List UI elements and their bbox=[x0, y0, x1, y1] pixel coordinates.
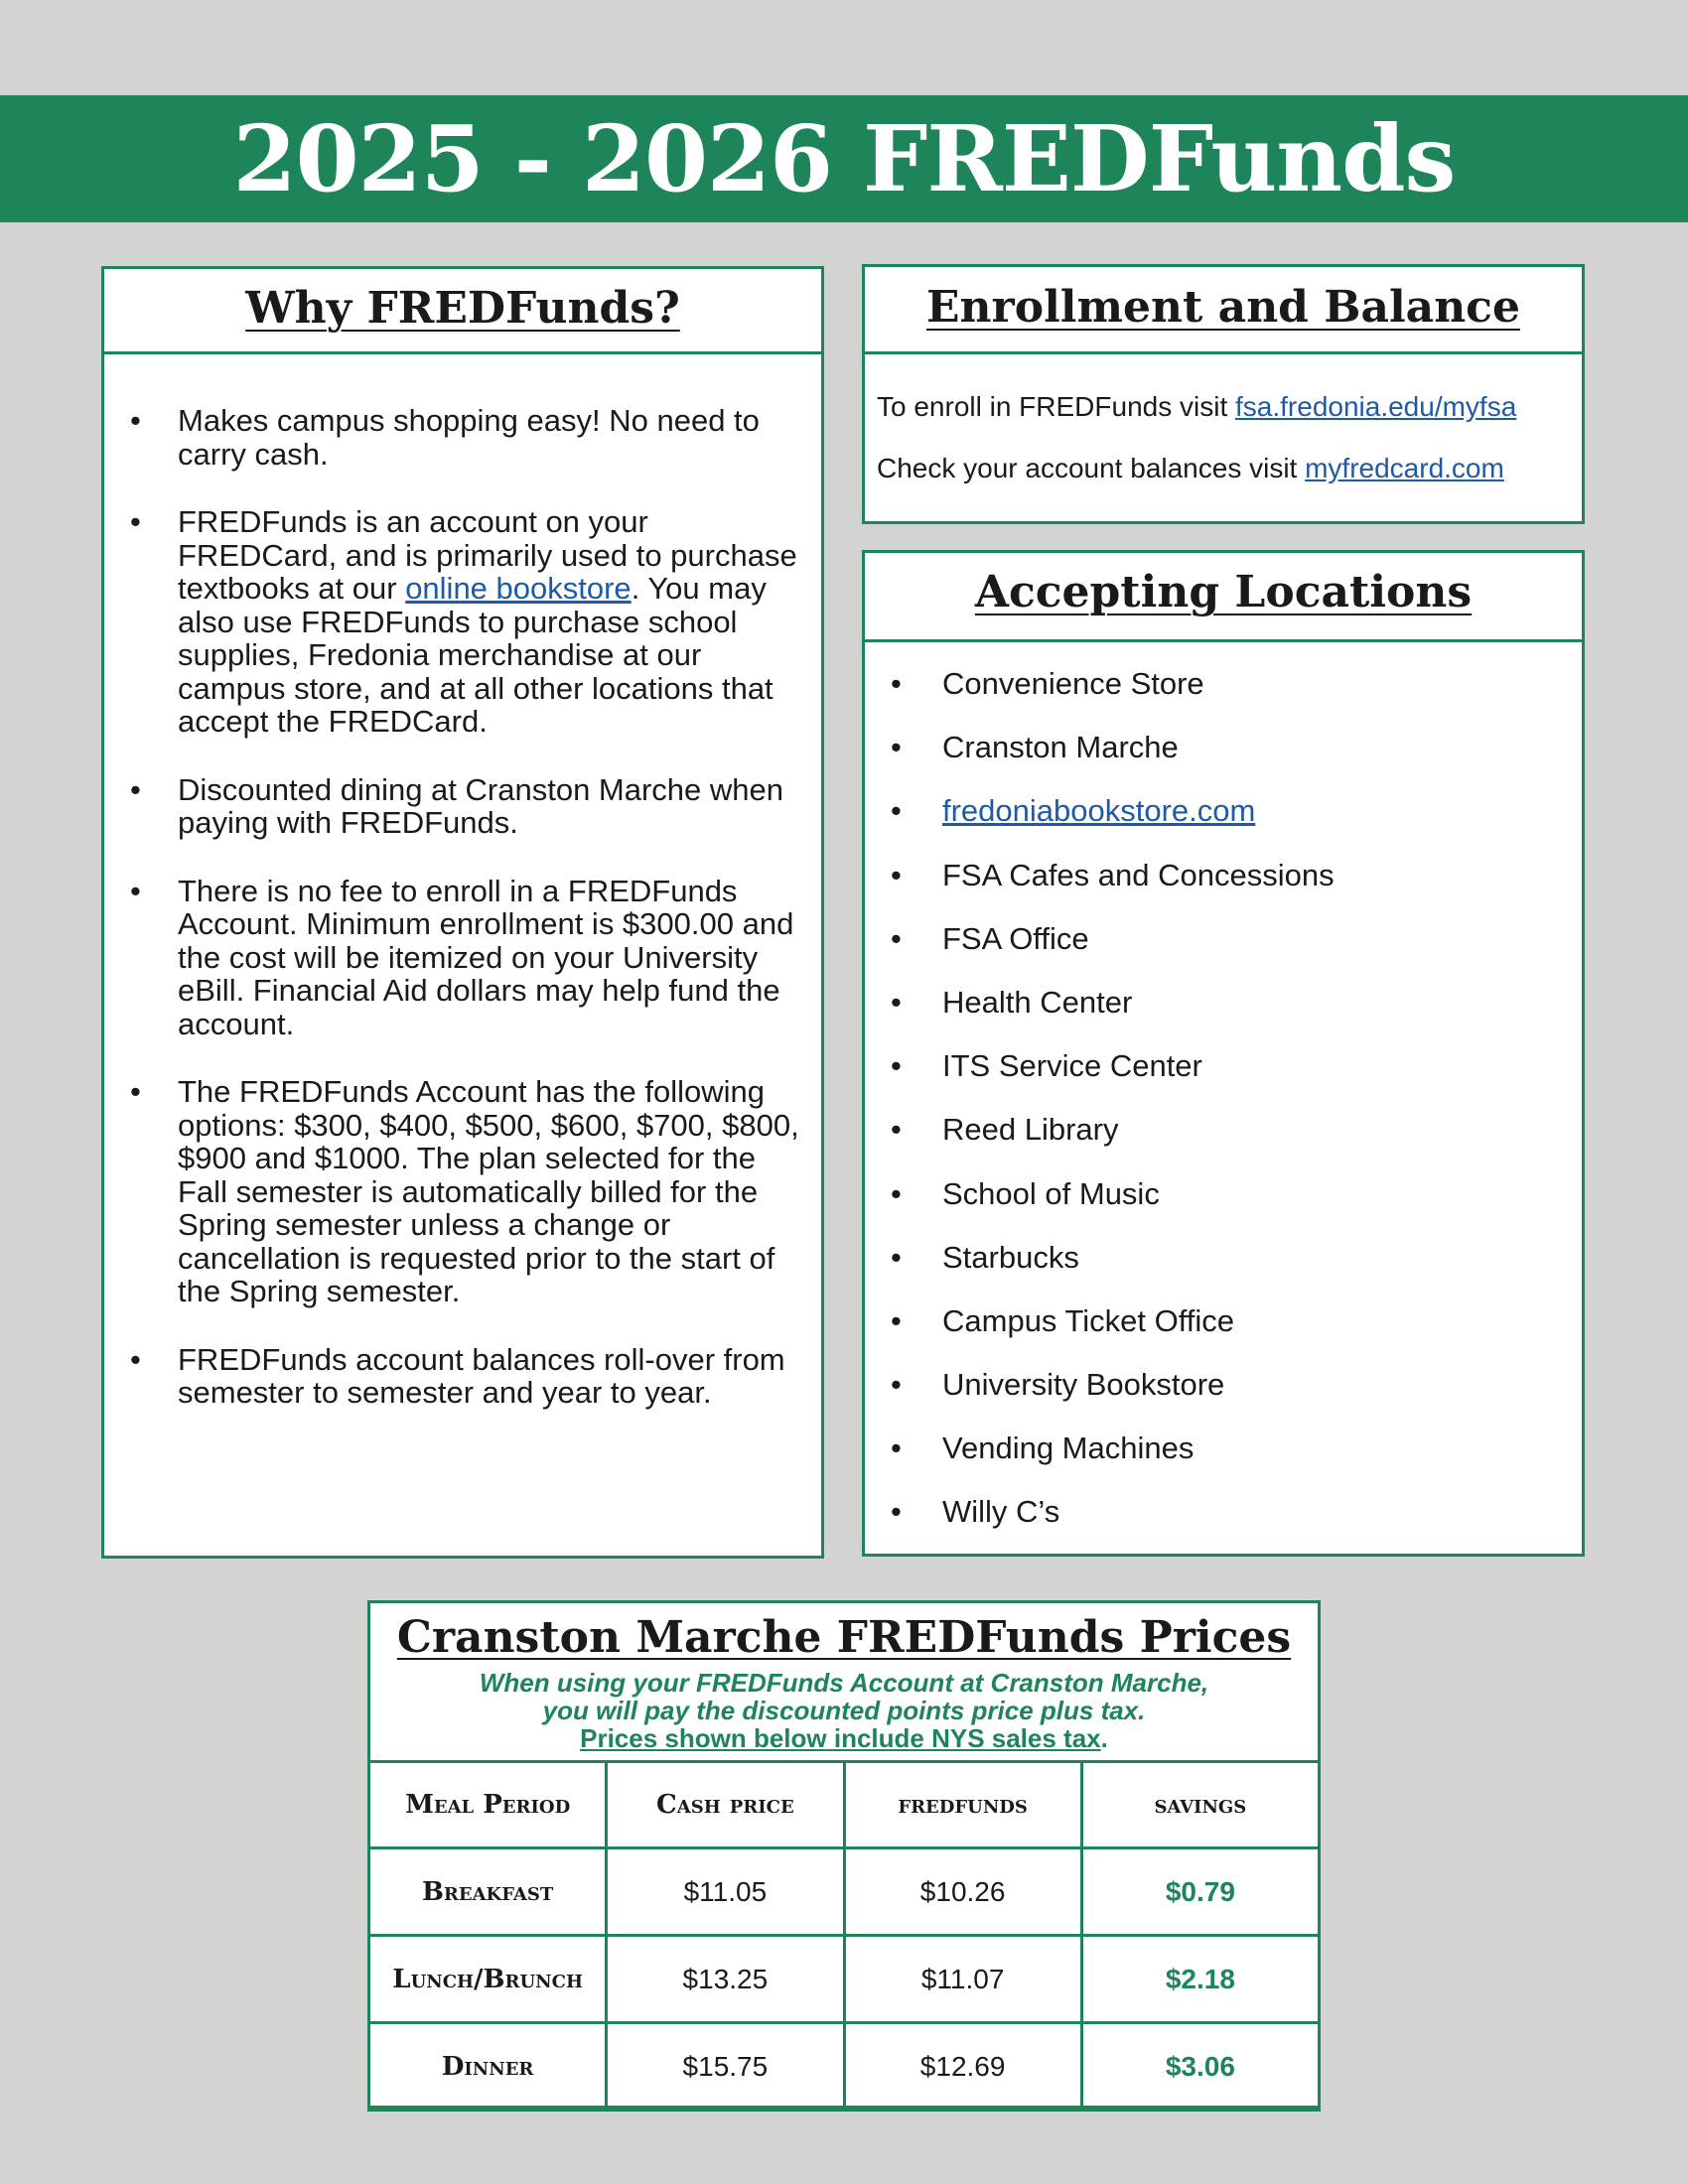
location-item: • Campus Ticket Office bbox=[891, 1299, 1582, 1363]
location-item bbox=[891, 789, 1582, 853]
location-item: • ITS Service Center bbox=[891, 1044, 1582, 1108]
meal-period: Dinner bbox=[369, 2023, 607, 2111]
location-item: • University Bookstore bbox=[891, 1363, 1582, 1427]
prices-panel bbox=[367, 1600, 1321, 2109]
location-item: • Cranston Marche bbox=[891, 726, 1582, 789]
savings: $2.18 bbox=[1081, 1936, 1319, 2023]
cash-price: $11.05 bbox=[607, 1848, 844, 1936]
location-item: • Health Center bbox=[891, 981, 1582, 1044]
prices-table bbox=[367, 1760, 1321, 2112]
cash-price: $15.75 bbox=[607, 2023, 844, 2111]
tax-note-end: . bbox=[1100, 1723, 1108, 1753]
why-item: • Discounted dining at Cranston Marche when paying with FREDFunds. bbox=[130, 773, 801, 840]
balance-text: Check your account balances visit bbox=[877, 453, 1306, 483]
enroll-row bbox=[865, 390, 1582, 424]
why-list bbox=[104, 354, 821, 1410]
tax-note: Prices shown below include NYS sales tax bbox=[580, 1723, 1101, 1753]
cash-price: $13.25 bbox=[607, 1936, 844, 2023]
prices-subtitle-3 bbox=[370, 1724, 1318, 1752]
location-item: • Starbucks bbox=[891, 1236, 1582, 1299]
location-item: • FSA Cafes and Concessions bbox=[891, 854, 1582, 917]
column-header: Cash price bbox=[607, 1762, 844, 1848]
table-row bbox=[369, 1936, 1320, 2023]
fredfunds-price: $10.26 bbox=[844, 1848, 1081, 1936]
location-item: • Vending Machines bbox=[891, 1427, 1582, 1490]
table-row bbox=[369, 1848, 1320, 1936]
table-header-row bbox=[369, 1762, 1320, 1848]
enrollment-heading: Enrollment and Balance bbox=[865, 267, 1582, 354]
why-heading: Why FREDFunds? bbox=[104, 269, 821, 354]
why-item: • Makes campus shopping easy! No need to carry cash. bbox=[130, 404, 801, 471]
why-item-text: FREDFunds is an account on your FREDCard, and is primarily used to purchase textbooks at our bbox=[178, 504, 797, 606]
prices-subtitle-1: When using your FREDFunds Account at Cranston Marche, bbox=[479, 1668, 1209, 1698]
column-header: fredfunds bbox=[844, 1762, 1081, 1848]
location-item: • Reed Library bbox=[891, 1108, 1582, 1171]
fredfunds-price: $12.69 bbox=[844, 2023, 1081, 2111]
enroll-text: To enroll in FREDFunds visit bbox=[877, 391, 1236, 422]
locations-heading: Accepting Locations bbox=[865, 553, 1582, 642]
bookstore-site-link[interactable]: fredoniabookstore.com bbox=[942, 793, 1256, 829]
column-header: Meal Period bbox=[369, 1762, 607, 1848]
myfsa-link[interactable]: fsa.fredonia.edu/myfsa bbox=[1235, 391, 1517, 422]
location-item: • Willy C’s bbox=[891, 1490, 1582, 1554]
location-item: • School of Music bbox=[891, 1172, 1582, 1236]
why-item: • The FREDFunds Account has the following options: $300, $400, $500, $600, $700, $800, $900 and $1000. The plan selected for the Fall semester is automatically billed for the Spring semester unless a change or cancellation is requested prior to the start of the Spring semester. bbox=[130, 1075, 801, 1308]
myfredcard-link[interactable]: myfredcard.com bbox=[1305, 453, 1504, 483]
savings: $3.06 bbox=[1081, 2023, 1319, 2111]
why-item: • FREDFunds account balances roll-over from semester to semester and year to year. bbox=[130, 1343, 801, 1410]
why-item bbox=[130, 505, 801, 739]
meal-period: Breakfast bbox=[369, 1848, 607, 1936]
page-title: 2025 - 2026 FREDFunds bbox=[0, 95, 1688, 222]
locations-panel bbox=[862, 550, 1585, 1557]
location-item: • FSA Office bbox=[891, 917, 1582, 981]
why-item-text: . You may also use FREDFunds to purchase school supplies, Fredonia merchandise at our campus store, and at all other locations that accept the FREDCard. bbox=[178, 571, 774, 739]
enrollment-panel bbox=[862, 264, 1585, 524]
column-header: savings bbox=[1081, 1762, 1319, 1848]
prices-heading: Cranston Marche FREDFunds Prices bbox=[396, 1612, 1292, 1663]
balance-row bbox=[865, 452, 1582, 485]
savings: $0.79 bbox=[1081, 1848, 1319, 1936]
location-item: • Convenience Store bbox=[891, 662, 1582, 726]
fredfunds-price: $11.07 bbox=[844, 1936, 1081, 2023]
why-fredfunds-panel bbox=[101, 266, 824, 1559]
online-bookstore-link[interactable]: online bookstore bbox=[405, 571, 632, 606]
locations-list bbox=[865, 642, 1582, 1555]
table-row bbox=[369, 2023, 1320, 2111]
meal-period: Lunch/Brunch bbox=[369, 1936, 607, 2023]
prices-subtitle-2: you will pay the discounted points price plus tax. bbox=[542, 1696, 1146, 1725]
why-item: • There is no fee to enroll in a FREDFunds Account. Minimum enrollment is $300.00 and the cost will be itemized on your University eBill. Financial Aid dollars may help fund the account. bbox=[130, 875, 801, 1041]
